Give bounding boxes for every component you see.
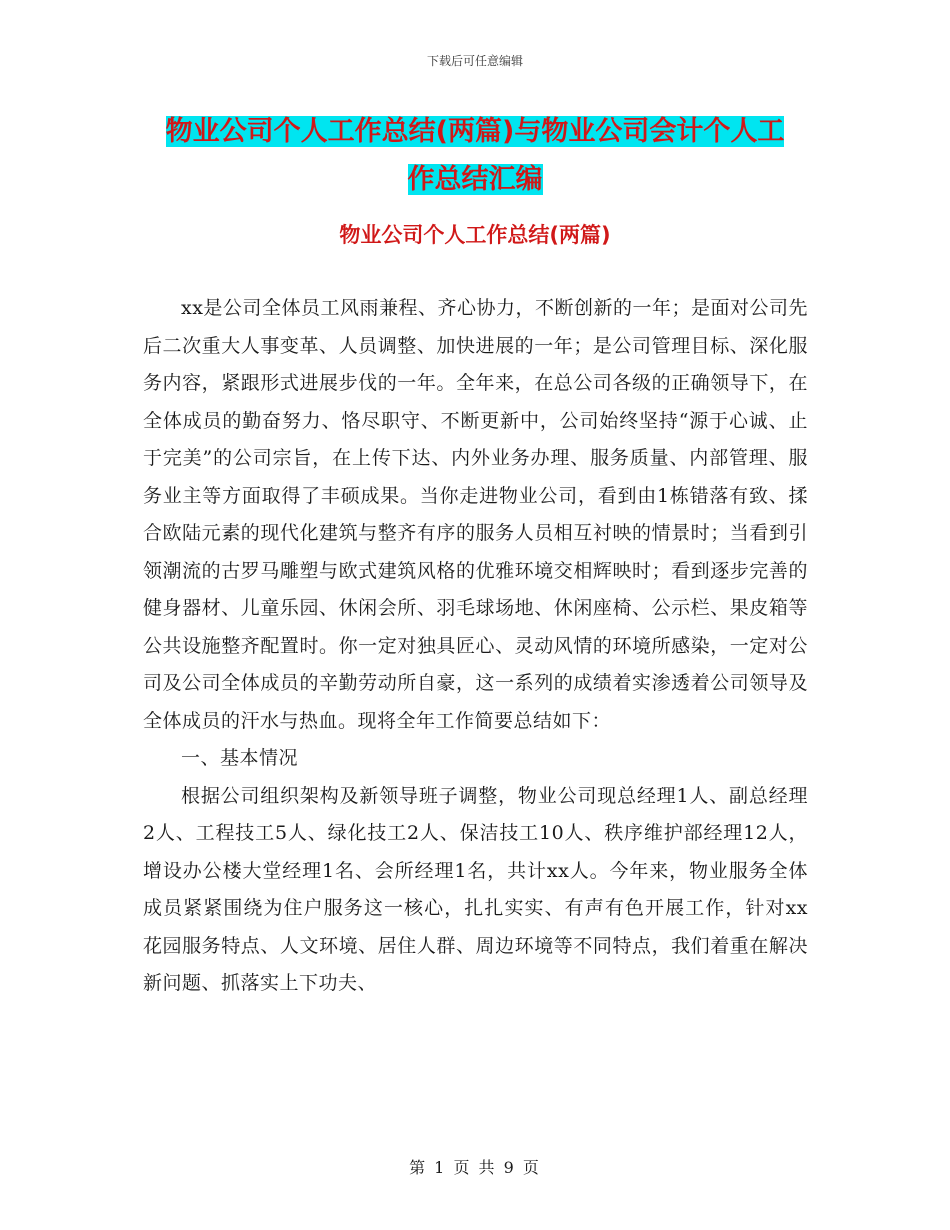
document-title bbox=[140, 108, 810, 204]
page-number-footer: 第 1 页 共 9 页 bbox=[409, 1158, 541, 1177]
section-title: 物业公司个人工作总结(两篇) bbox=[339, 223, 611, 247]
document-title-line-1: 物业公司个人工作总结(两篇)与物业公司会计个人工 bbox=[165, 116, 785, 147]
page-header-note: 下载后可任意编辑 bbox=[426, 54, 523, 68]
body-paragraph-intro: xx是公司全体员工风雨兼程、齐心协力，不断创新的一年；是面对公司先后二次重大人事变革、人员调整、加快进展的一年；是公司管理目标、深化服务内容，紧跟形式进展步伐的一年。全年来，在总公司各级的正确领导下，在全体成员的勤奋努力、恪尽职守、不断更新中，公司始终坚持“源于心诚、止于完美”的公司宗旨，在上传下达、内外业务办理、服务质量、内部管理、服务业主等方面取得了丰硕成果。当你走进物业公司，看到由1栋错落有致、揉合欧陆元素的现代化建筑与整齐有序的服务人员相互衬映的情景时；当看到引领潮流的古罗马雕塑与欧式建筑风格的优雅环境交相辉映时；看到逐步完善的健身器材、儿童乐园、休闲会所、羽毛球场地、休闲座椅、公示栏、果皮箱等公共设施整齐配置时。你一定对独具匠心、灵动风情的环境所感染，一定对公司及公司全体成员的辛勤劳动所自豪，这一系列的成绩着实渗透着公司领导及全体成员的汗水与热血。现将全年工作简要总结如下： bbox=[143, 297, 808, 732]
body-paragraph-staffing: 根据公司组织架构及新领导班子调整，物业公司现总经理1人、副总经理2人、工程技工5人、绿化技工2人、保洁技工10人、秩序维护部经理12人，增设办公楼大堂经理1名、会所经理1名，共计xx人。今年来，物业服务全体成员紧紧围绕为住户服务这一核心，扎扎实实、有声有色开展工作，针对xx花园服务特点、人文环境、居住人群、周边环境等不同特点，我们着重在解决新问题、抓落实上下功夫、 bbox=[143, 784, 808, 994]
document-body bbox=[143, 290, 808, 1003]
body-paragraph-heading-basic-situation: 一、基本情况 bbox=[181, 747, 299, 769]
document-title-line-2: 作总结汇编 bbox=[407, 164, 543, 195]
